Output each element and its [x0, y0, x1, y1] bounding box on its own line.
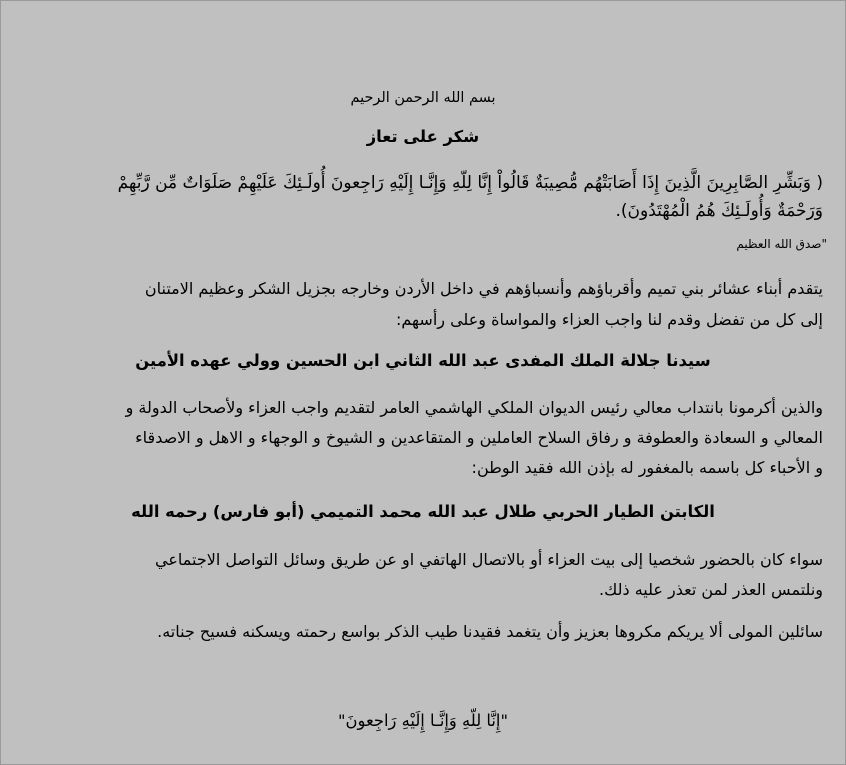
delegation-paragraph-line-2: المعالي و السعادة والعطوفة و رفاق السلاح العاملين و المتقاعدين و الشيوخ و الوجهاء و الاهل و الاصدقاء — [135, 428, 823, 447]
deceased-name-heading: الكابتن الطيار الحربي طلال عبد الله محمد التميمي (أبو فارس) رحمه الله — [131, 502, 715, 521]
king-heading: سيدنا جلالة الملك المفدى عبد الله الثاني ابن الحسين وولي عهده الأمين — [135, 351, 711, 370]
delegation-paragraph-line-1: والذين أكرمونا بانتداب معالي رئيس الديوان الملكي الهاشمي العامر لتقديم واجب العزاء ولأصحاب الدولة و — [125, 398, 823, 417]
quran-verse-line-2: وَرَحْمَةٌ وَأُولَـئِكَ هُمُ الْمُهْتَدُونَ). — [615, 201, 823, 221]
basmala: بسم الله الرحمن الرحيم — [350, 90, 496, 106]
attendance-paragraph-line-2: ونلتمس العذر لمن تعذر عليه ذلك. — [599, 580, 823, 599]
closing-verse: "إِنَّا لِلّهِ وَإِنَّـا إِلَيْهِ رَاجِعونَ" — [337, 711, 509, 730]
quran-verse-line-1: ( وَبَشِّرِ الصَّابِرِينَ الَّذِينَ إِذَا أَصَابَتْهُم مُّصِيبَةٌ قَالُواْ إِنَّا لِلّهِ وَإِنَّـا إِلَيْهِ رَاجِعونَ أُولَـئِكَ عَلَيْهِمْ صَلَوَاتٌ مِّن رَّبِّهِمْ — [117, 173, 823, 193]
delegation-paragraph-line-3: و الأحباء كل باسمه بالمغفور له بإذن الله فقيد الوطن: — [471, 458, 823, 477]
thanks-paragraph-line-1: يتقدم أبناء عشائر بني تميم وأقرباؤهم وأنسباؤهم في داخل الأردن وخارجه بجزيل الشكر وعظيم الامتنان — [144, 279, 823, 298]
document-title: شكر على تعاز — [366, 127, 480, 146]
prayer-paragraph: سائلين المولى ألا يريكم مكروها بعزيز وأن يتغمد فقيدنا طيب الذكر بواسع رحمته ويسكنه فسيح جناته. — [157, 622, 823, 641]
attendance-paragraph-line-1: سواء كان بالحضور شخصيا إلى بيت العزاء أو بالاتصال الهاتفي او عن طريق وسائل التواصل الاجتماعي — [155, 550, 823, 569]
sadaq-allah-note: "صدق الله العظيم — [736, 237, 827, 251]
thanks-paragraph-line-2: إلى كل من تفضل وقدم لنا واجب العزاء والمواساة وعلى رأسهم: — [396, 310, 823, 329]
